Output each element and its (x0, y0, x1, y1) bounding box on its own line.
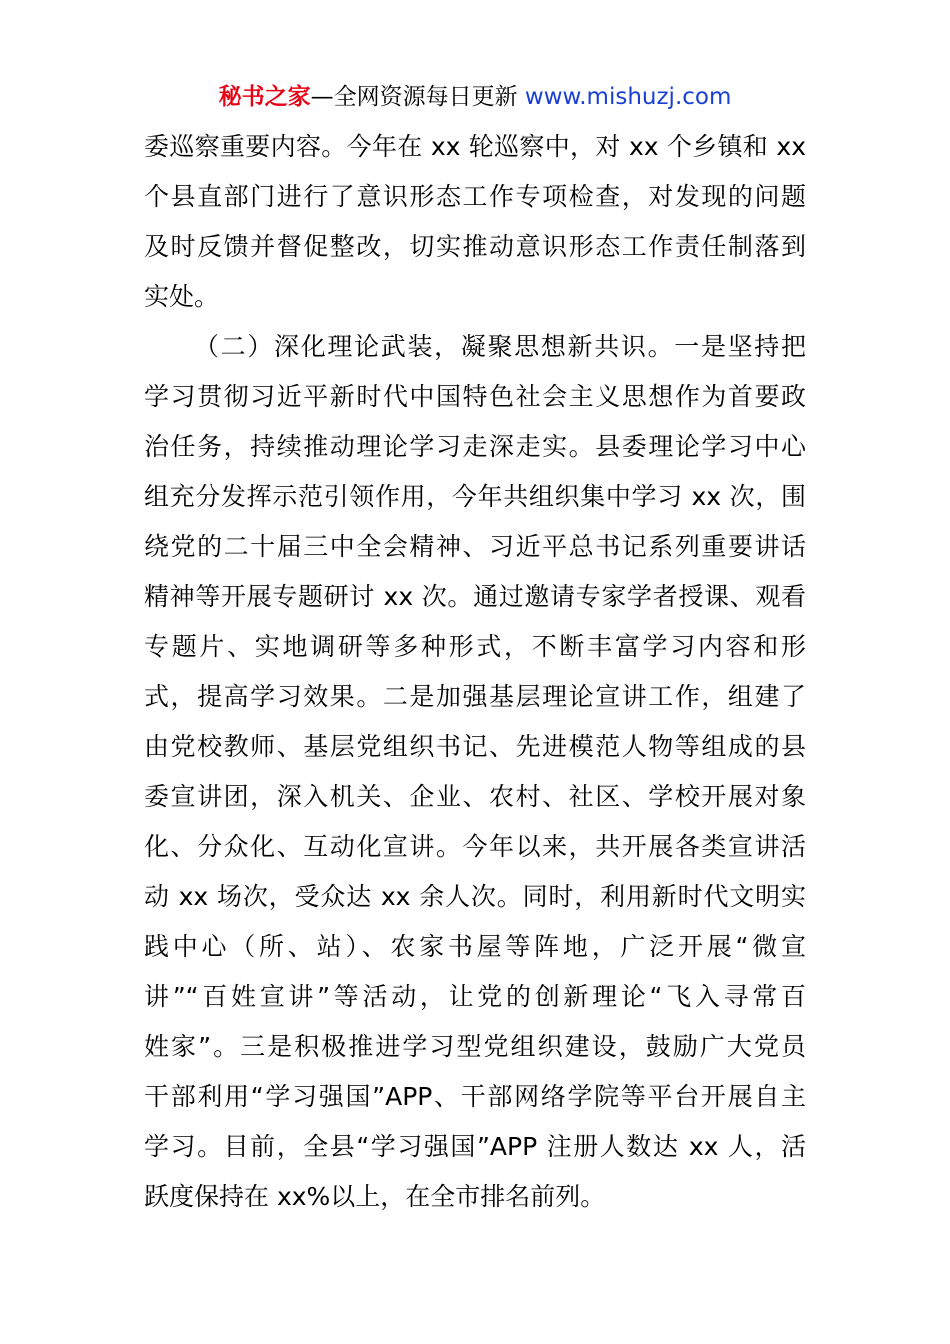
site-brand: 秘书之家 (218, 84, 311, 110)
text-line: 委宣讲团，深入机关、企业、农村、社区、学校开展对象 (144, 782, 806, 811)
text-line: 践中心（所、站）、农家书屋等阵地，广泛开展“微宣 (144, 932, 806, 961)
text-line: 干部利用“学习强国”APP、干部网络学院等平台开展自主 (144, 1082, 806, 1111)
text-line: 实处。 (144, 282, 220, 311)
site-url[interactable]: www.mishuzj.com (524, 84, 732, 110)
text-line: 由党校教师、基层党组织书记、先进模范人物等组成的县 (144, 732, 806, 761)
text-line: 治任务，持续推动理论学习走深走实。县委理论学习中心 (144, 432, 806, 461)
page-header (0, 80, 950, 114)
text-line: 姓家”。三是积极推进学习型党组织建设，鼓励广大党员 (144, 1032, 806, 1061)
text-line: 及时反馈并督促整改，切实推动意识形态工作责任制落到 (144, 232, 806, 261)
text-line: 学习。目前，全县“学习强国”APP 注册人数达 xx 人，活 (144, 1132, 806, 1161)
site-tagline: —全网资源每日更新 (310, 84, 518, 110)
text-line: 跃度保持在 xx%以上，在全市排名前列。 (144, 1182, 606, 1211)
text-line-section-heading: （二）深化理论武装，凝聚思想新共识。一是坚持把 (194, 332, 806, 361)
text-line: 绕党的二十届三中全会精神、习近平总书记系列重要讲话 (144, 532, 806, 561)
text-line: 个县直部门进行了意识形态工作专项检查，对发现的问题 (144, 182, 806, 211)
text-line: 专题片、实地调研等多种形式，不断丰富学习内容和形 (144, 632, 806, 661)
text-line: 动 xx 场次，受众达 xx 余人次。同时，利用新时代文明实 (144, 882, 806, 911)
text-line: 学习贯彻习近平新时代中国特色社会主义思想作为首要政 (144, 382, 806, 411)
text-line: 精神等开展专题研讨 xx 次。通过邀请专家学者授课、观看 (144, 582, 806, 611)
text-line: 式，提高学习效果。二是加强基层理论宣讲工作，组建了 (144, 682, 806, 711)
text-line: 委巡察重要内容。今年在 xx 轮巡察中，对 xx 个乡镇和 xx (144, 132, 806, 161)
text-line: 讲”“百姓宣讲”等活动，让党的创新理论“飞入寻常百 (144, 982, 806, 1011)
text-line: 化、分众化、互动化宣讲。今年以来，共开展各类宣讲活 (144, 832, 806, 861)
text-line: 组充分发挥示范引领作用，今年共组织集中学习 xx 次，围 (144, 482, 806, 511)
document-body (144, 122, 806, 1222)
